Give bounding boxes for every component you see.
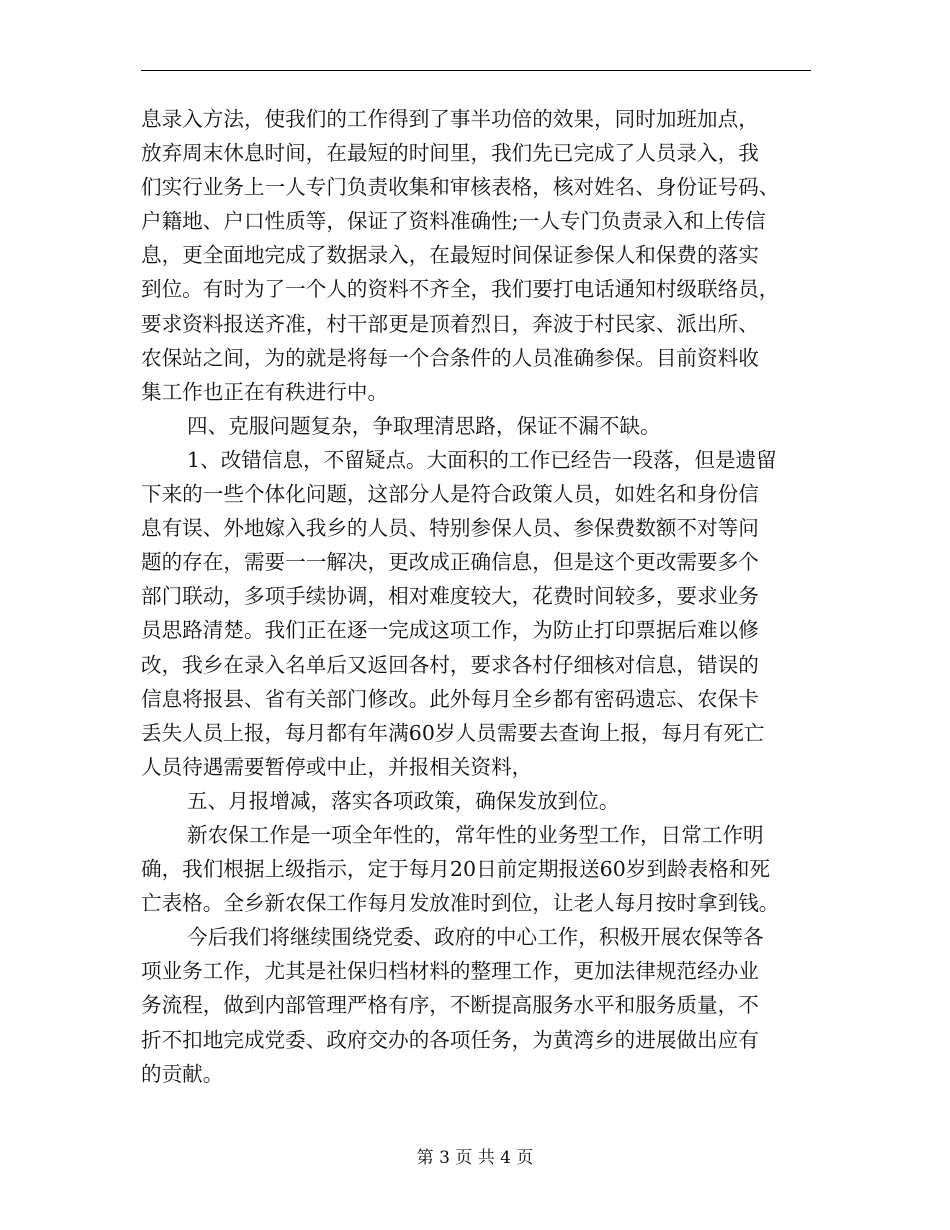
text-line: 户籍地、户口性质等，保证了资料准确性;一人专门负责录入和上传信: [141, 209, 766, 234]
text-line: 信息将报县、省有关部门修改。此外每月全乡都有密码遗忘、农保卡: [141, 686, 759, 711]
text-line: 息，更全面地完成了数据录入，在最短时间保证参保人和保费的落实: [141, 243, 759, 268]
text-line: 下来的一些个体化问题，这部分人是符合政策人员，如姓名和身份信: [141, 482, 759, 507]
text-line: 部门联动，多项手续协调，相对难度较大，花费时间较多，要求业务: [141, 584, 759, 609]
text-line: 项业务工作，尤其是社保归档材料的整理工作，更加法律规范经办业: [141, 959, 759, 984]
text-line: 新农保工作是一项全年性的，常年性的业务型工作，日常工作明: [187, 822, 764, 847]
text-line: 息录入方法，使我们的工作得到了事半功倍的效果，同时加班加点，: [141, 107, 759, 131]
text-line: 确，我们根据上级指示，定于每月20日前定期报送60岁到龄表格和死: [141, 857, 771, 882]
text-line: 题的存在，需要一一解决，更改成正确信息，但是这个更改需要多个: [141, 550, 759, 575]
text-line: 们实行业务上一人专门负责收集和审核表格，核对姓名、身份证号码、: [141, 175, 780, 200]
text-line: 改，我乡在录入名单后又返回各村，要求各村仔细核对信息，错误的: [141, 652, 759, 677]
document-body: [141, 102, 821, 1091]
text-line: 今后我们将继续围绕党委、政府的中心工作，积极开展农保等各: [187, 925, 764, 950]
text-line: 集工作也正在有秩进行中。: [141, 379, 389, 404]
text-line: 五、月报增减，落实各项政策，确保发放到位。: [187, 788, 620, 813]
text-line: 人员待遇需要暂停或中止，并报相关资料，: [141, 754, 533, 779]
text-line: 四、克服问题复杂，争取理清思路，保证不漏不缺。: [187, 413, 661, 438]
text-line: 折不扣地完成党委、政府交办的各项任务，为黄湾乡的进展做出应有: [141, 1027, 759, 1052]
text-line: 要求资料报送齐准，村干部更是顶着烈日，奔波于村民家、派出所、: [141, 311, 759, 336]
text-line: 农保站之间，为的就是将每一个合条件的人员准确参保。目前资料收: [141, 345, 759, 370]
text-line: 员思路清楚。我们正在逐一完成这项工作，为防止打印票据后难以修: [141, 618, 759, 643]
text-line: 1、改错信息，不留疑点。大面积的工作已经告一段落，但是遗留: [187, 447, 777, 472]
text-line: 放弃周末休息时间，在最短的时间里，我们先已完成了人员录入，我: [141, 141, 759, 166]
text-line: 的贡献。: [141, 1061, 224, 1086]
text-line: 到位。有时为了一个人的资料不齐全，我们要打电话通知村级联络员，: [141, 277, 780, 302]
text-line: 亡表格。全乡新农保工作每月发放准时到位，让老人每月按时拿到钱。: [141, 891, 780, 916]
text-line: 息有误、外地嫁入我乡的人员、特别参保人员、参保费数额不对等问: [141, 516, 759, 541]
text-line: 丢失人员上报，每月都有年满60岁人员需要去查询上报，每月有死亡: [141, 720, 765, 745]
text-line: 务流程，做到内部管理严格有序，不断提高服务水平和服务质量，不: [141, 993, 759, 1018]
header-rule: [141, 70, 811, 71]
page-footer: 第 3 页 共 4 页: [416, 1148, 534, 1168]
